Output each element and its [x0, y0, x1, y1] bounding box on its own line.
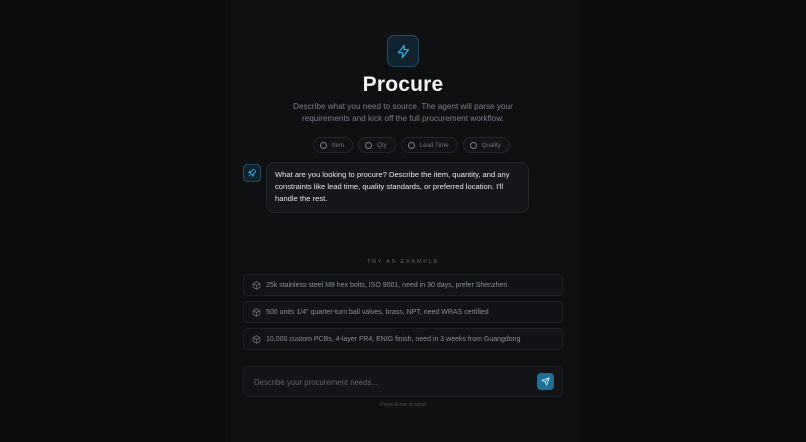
app-logo — [387, 35, 419, 67]
circle-icon — [365, 142, 372, 149]
chip-item — [313, 137, 353, 153]
page-subtitle: Describe what you need to source. The agent will parse your requirements and kick off the full procurement workflow. — [293, 102, 513, 123]
chip-label: Item — [332, 141, 345, 149]
package-icon — [252, 335, 261, 344]
circle-icon — [470, 142, 477, 149]
chip-label: Lead Time — [419, 141, 449, 149]
send-icon — [541, 377, 550, 386]
assistant-message: What are you looking to procure? Describe the item, quantity, and any constraints like lead time, quality standards, or preferred location. I'll handle the rest. — [266, 162, 529, 213]
send-button[interactable] — [537, 373, 554, 390]
chip-lead-time — [401, 137, 458, 153]
circle-icon — [408, 142, 415, 149]
composer — [243, 366, 563, 397]
package-icon — [252, 281, 261, 290]
send-hint: Press Enter to send — [380, 402, 426, 408]
chip-qty — [358, 137, 396, 153]
rocket-icon — [247, 168, 257, 178]
procurement-input[interactable] — [252, 373, 526, 391]
chip-quality — [463, 137, 510, 153]
lightning-bolt-icon — [396, 44, 411, 59]
chip-label: Quality — [481, 141, 501, 149]
assistant-avatar — [243, 164, 261, 182]
package-icon — [252, 308, 261, 317]
page-title: Procure — [362, 73, 444, 96]
examples-heading: TRY AN EXAMPLE — [366, 259, 440, 265]
example-item[interactable] — [243, 301, 563, 323]
requirement-chips — [313, 137, 510, 153]
example-text: 10,000 custom PCBs, 4-layer FR4, ENIG finish, need in 3 weeks from Guangdong — [266, 335, 521, 343]
circle-icon — [320, 142, 327, 149]
chip-label: Qty — [377, 141, 387, 149]
example-text: 25k stainless steel M8 hex bolts, ISO 9001, need in 30 days, prefer Shenzhen — [266, 281, 508, 289]
example-item[interactable] — [243, 328, 563, 350]
example-item[interactable] — [243, 274, 563, 296]
example-text: 500 units 1/4" quarter-turn ball valves, brass, NPT, need WRAS certified — [266, 308, 489, 316]
